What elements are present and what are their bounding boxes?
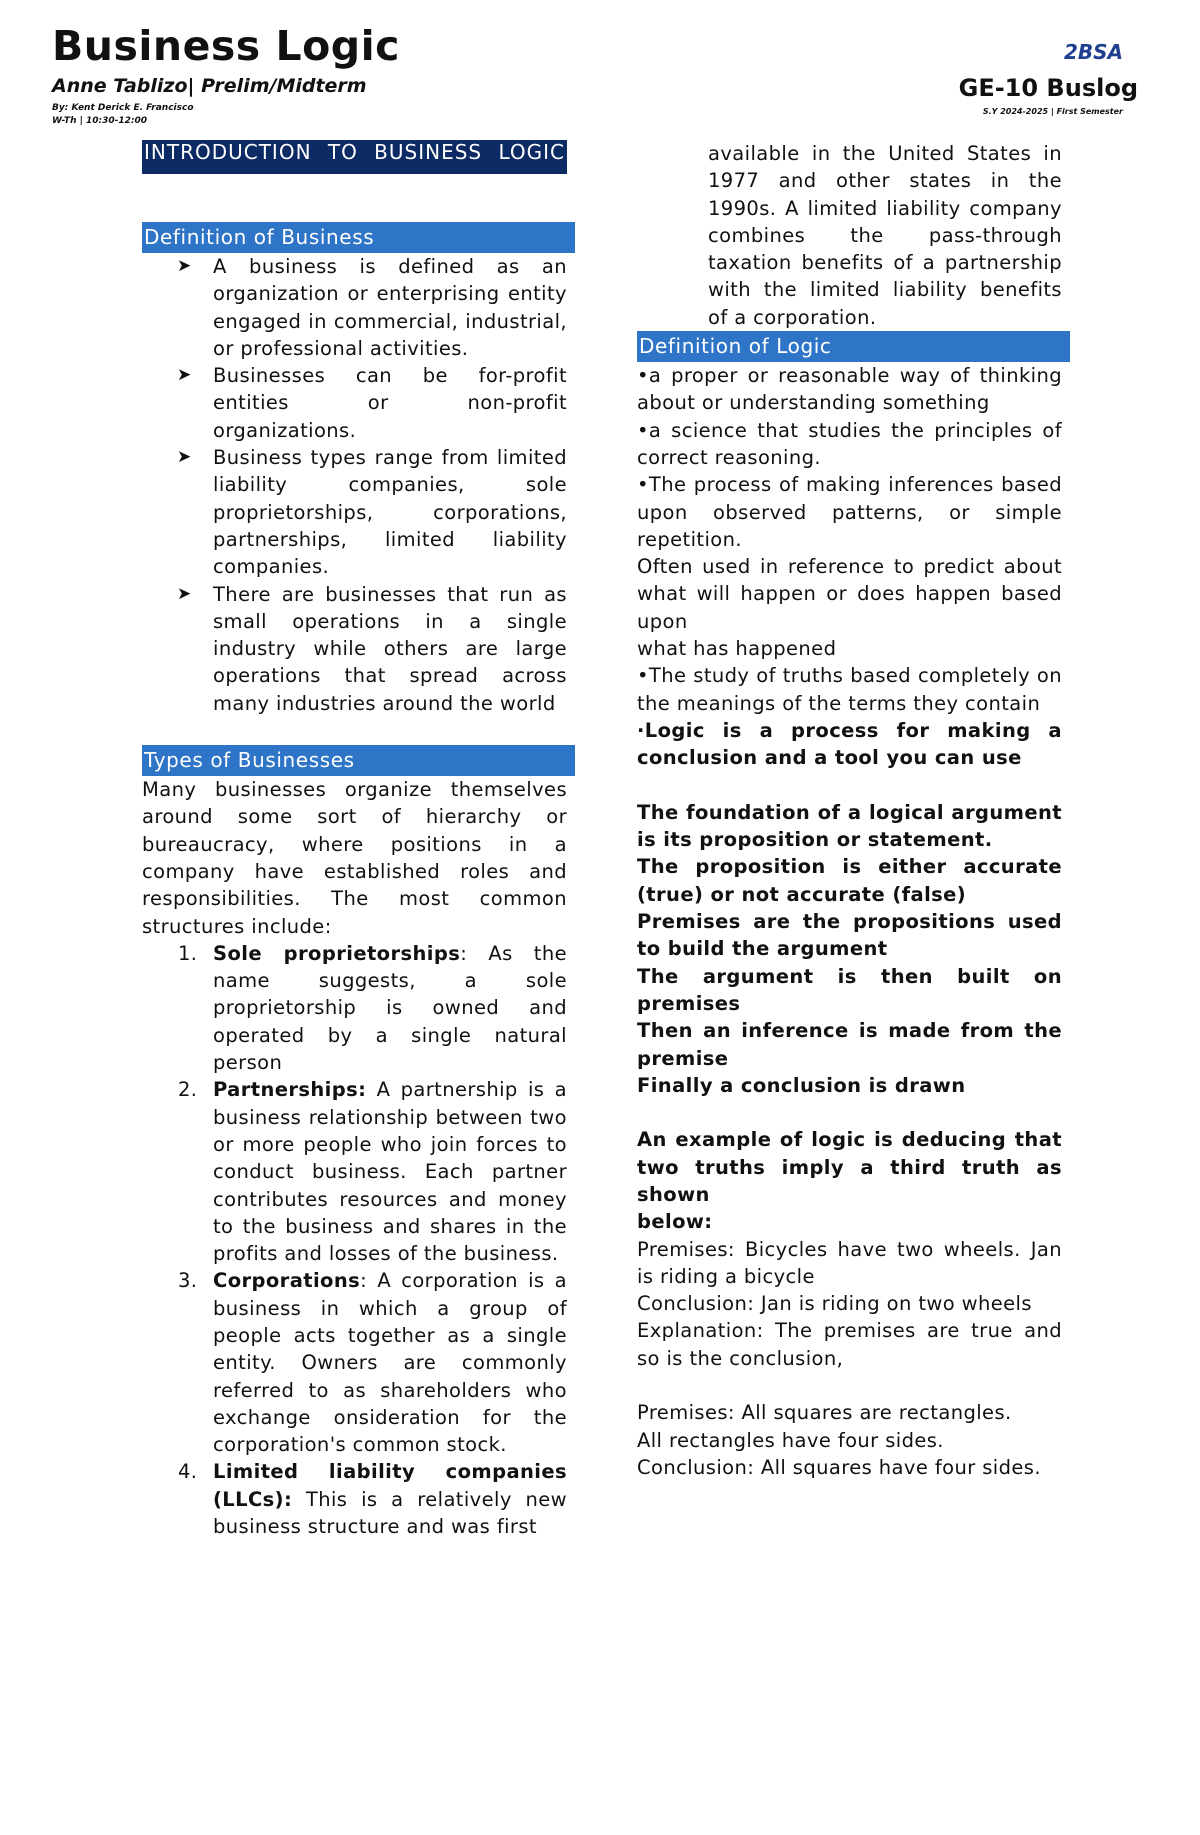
schedule-line: W-Th | 10:30-12:00 [52, 116, 148, 126]
argument-point: The foundation of a logical argument is its proposition or statement. [637, 800, 1062, 852]
argument-point: The proposition is either accurate (true) or not accurate (false) [637, 855, 1062, 906]
types-of-businesses-heading: Types of Businesses [142, 745, 575, 776]
arrowhead-bullet-icon: ➤ [177, 447, 192, 468]
definition-of-logic-heading: Definition of Logic [637, 331, 1070, 362]
spacer [142, 717, 567, 745]
argument-point: Then an inference is made from the premise [637, 1019, 1062, 1070]
list-item: ➤ Businesses can be for-profit entities or non-profit organizations. [177, 364, 567, 442]
example-premises: All rectangles have four sides. [637, 1428, 944, 1452]
example-intro: below: [637, 1210, 713, 1234]
spacer [142, 174, 567, 222]
logic-point: what has happened [637, 637, 837, 661]
argument-point: Finally a conclusion is drawn [637, 1073, 966, 1097]
list-item: ➤ There are businesses that run as small operations in a single industry while others are large operations that spread across many industries around the world [177, 582, 567, 715]
list-item: ➤ Business types range from limited liability companies, sole proprietorships, corporations, partnerships, limited liability companies. [177, 446, 567, 579]
example-conclusion: Conclusion: All squares have four sides. [637, 1455, 1041, 1479]
example-premises: Premises: All squares are rectangles. [637, 1401, 1012, 1425]
spacer [637, 772, 1062, 799]
right-column [637, 140, 1062, 1481]
logic-point: •The process of making inferences based upon observed patterns, or simple repetition. [637, 473, 1062, 551]
argument-point: The argument is then built on premises [637, 964, 1062, 1015]
by-line: By: Kent Derick E. Francisco [52, 103, 194, 113]
example-intro: An example of logic is deducing that two truths imply a third truth as shown [637, 1128, 1062, 1206]
argument-point: Premises are the propositions used to build the argument [637, 910, 1062, 961]
example-conclusion: Conclusion: Jan is riding on two wheels [637, 1292, 1032, 1316]
logic-point: •a science that studies the principles of correct reasoning. [637, 418, 1062, 469]
arrowhead-bullet-icon: ➤ [177, 365, 192, 386]
spacer [637, 1099, 1062, 1126]
logic-point: •The study of truths based completely on the meanings of the terms they contain [637, 664, 1062, 715]
course-meta: S.Y 2024-2025 | First Semester [982, 107, 1123, 116]
intro-heading: INTRODUCTION TO BUSINESS LOGIC [142, 140, 567, 174]
list-item: 2. Partnerships: A partnership is a business relationship between two or more people who join forces to conduct business. Each partner contributes resources and money to the business and shares in the profits and losses of the business. [178, 1078, 567, 1266]
logic-point: Often used in reference to predict about what will happen or does happen based upon [637, 555, 1062, 633]
llc-continued: available in the United States in 1977 and other states in the 1990s. A limited liability company combines the pass-through taxation benefits of a partnership with the limited liability benefits of a corporation. [708, 142, 1062, 329]
example-explanation: Explanation: The premises are true and so is the conclusion, [637, 1319, 1062, 1370]
list-item: 3. Corporations: A corporation is a business in which a group of people acts together as a single entity. Owners are commonly referred to as shareholders who exchange onsideration for the corporation's common stock. [178, 1269, 567, 1457]
types-intro: Many businesses organize themselves around some sort of hierarchy or bureaucracy, where positions in a company have established roles and responsibilities. The most common structures include: [142, 778, 567, 938]
arrowhead-bullet-icon: ➤ [177, 256, 192, 276]
business-types-list [142, 940, 567, 1541]
list-item: ➤ A business is defined as an organization or enterprising entity engaged in commercial, industrial, or professional activities. [177, 255, 567, 360]
left-column [142, 140, 567, 1540]
author-term-line: Anne Tablizo| Prelim/Midterm [52, 75, 367, 97]
logic-point: ·Logic is a process for making a conclusion and a tool you can use [637, 718, 1062, 770]
course-code: GE-10 Buslog [958, 74, 1138, 102]
logic-point: •a proper or reasonable way of thinking about or understanding something [637, 364, 1062, 415]
spacer [637, 1372, 1062, 1399]
list-item: 1. Sole proprietorships: As the name suggests, a sole proprietorship is owned and operated by a single natural person [178, 941, 567, 1075]
arrowhead-bullet-icon: ➤ [177, 583, 192, 604]
page-title: Business Logic [52, 22, 400, 70]
section-badge: 2BSA [1063, 40, 1123, 64]
example-premises: Premises: Bicycles have two wheels. Jan is riding a bicycle [637, 1237, 1062, 1288]
definition-list [142, 253, 567, 717]
list-item: 4. Limited liability companies (LLCs): This is a relatively new business structure and was first [178, 1460, 567, 1539]
definition-of-business-heading: Definition of Business [142, 222, 575, 253]
